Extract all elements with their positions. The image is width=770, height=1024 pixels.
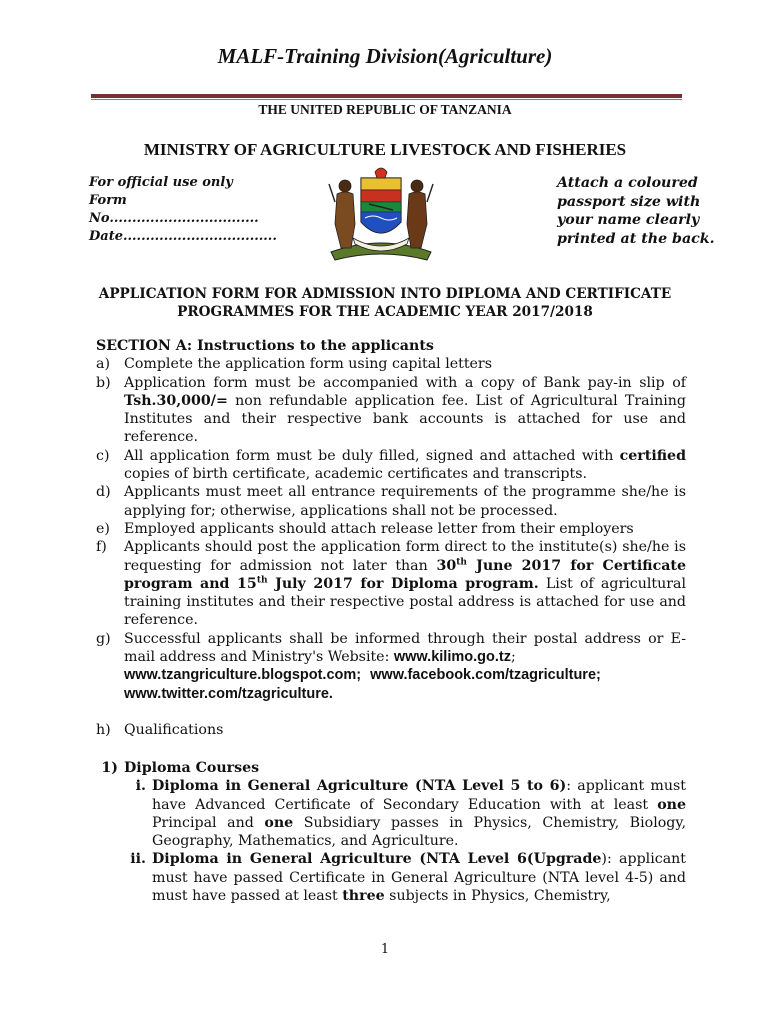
item-label: d) bbox=[96, 484, 111, 501]
deadline-text: July 2017 for Diploma program. bbox=[267, 575, 539, 592]
deadline-text: 30 bbox=[436, 557, 457, 574]
section-a-heading: SECTION A: Instructions to the applicants bbox=[96, 338, 434, 354]
item-text-part: subjects in Physics, Chemistry, bbox=[384, 888, 611, 905]
item-text-part: non refundable application fee. List of Agricultural Training Institutes and their respective bank accounts is attached for use and reference. bbox=[124, 392, 686, 446]
ministry-heading: MINISTRY OF AGRICULTURE LIVESTOCK AND FISHERIES bbox=[143, 140, 627, 159]
deadline-text: June 2017 for Certificate program and 15 bbox=[124, 557, 686, 592]
item-label: ii. bbox=[130, 851, 146, 868]
diploma-item-ii bbox=[96, 850, 686, 905]
header-rule-thin bbox=[91, 99, 682, 100]
item-label: b) bbox=[96, 374, 111, 391]
document-title: MALF-Training Division(Agriculture) bbox=[217, 44, 553, 68]
passport-note-line: your name clearly bbox=[557, 212, 700, 228]
item-label: 1) bbox=[101, 760, 118, 776]
item-text-part: Application form must be accompanied with a copy of Bank pay-in slip of bbox=[124, 374, 686, 391]
emphasis-text: one bbox=[657, 796, 686, 813]
item-text bbox=[124, 630, 686, 703]
item-label: h) bbox=[96, 722, 111, 738]
item-text-part: Applicants should post the application form direct to the institute(s) she/he is requesting for admission not later than bbox=[124, 539, 686, 574]
item-text-part: List of agricultural training institutes and their respective postal address is attached for use and reference. bbox=[124, 575, 686, 629]
diploma-item-i bbox=[96, 777, 686, 850]
instruction-item-c bbox=[96, 447, 686, 484]
form-label: Form bbox=[89, 193, 127, 208]
diploma-heading bbox=[96, 759, 686, 777]
item-text-part: : applicant must have Advanced Certificate of Secondary Education with at least bbox=[152, 778, 686, 813]
item-text-part: ): applicant must have passed Certificate in General Agriculture (NTA level 4-5) and must have passed at least bbox=[152, 851, 686, 905]
coat-of-arms-emblem-icon bbox=[323, 164, 439, 262]
course-name: Diploma in General Agriculture (NTA Level 6(Upgrade bbox=[152, 851, 602, 868]
republic-heading: THE UNITED REPUBLIC OF TANZANIA bbox=[258, 102, 512, 117]
form-title bbox=[0, 285, 770, 321]
ordinal-suffix: th bbox=[456, 556, 467, 567]
course-name: Diploma in General Agriculture (NTA Level 5 to 6) bbox=[152, 778, 567, 795]
header-rule bbox=[91, 94, 682, 98]
item-label: i. bbox=[135, 778, 146, 795]
separator-text: ; bbox=[510, 649, 516, 666]
instruction-item-b bbox=[96, 374, 686, 447]
emphasis-text: three bbox=[342, 888, 385, 905]
item-text: Complete the application form using capital letters bbox=[124, 356, 492, 373]
item-label: f) bbox=[96, 539, 107, 556]
twitter-link[interactable]: www.twitter.com/tzagriculture. bbox=[124, 685, 333, 702]
diploma-courses bbox=[96, 759, 686, 905]
official-use-label: For official use only bbox=[89, 175, 233, 190]
item-text-part: Subsidiary passes in Physics, Chemistry, Biology, Geography, Mathematics, and Agriculture. bbox=[152, 814, 686, 850]
passport-note-line: passport size with bbox=[557, 193, 701, 210]
emphasis-text: certified bbox=[619, 447, 686, 464]
item-text: Employed applicants should attach release letter from their employers bbox=[124, 520, 634, 537]
item-text: Applicants must meet all entrance requirements of the programme she/he is applying for; otherwise, applications shall not be processed. bbox=[124, 484, 686, 519]
item-label: e) bbox=[96, 520, 110, 537]
instruction-item-f bbox=[96, 538, 686, 629]
diploma-heading-text: Diploma Courses bbox=[124, 760, 260, 776]
page-number: 1 bbox=[380, 942, 390, 957]
item-text bbox=[124, 447, 686, 484]
date-field: Date.................................. bbox=[89, 229, 277, 244]
item-text-part: Successful applicants shall be informed through their postal address or E-mail address and Ministry's Website: bbox=[124, 630, 686, 666]
blog-link[interactable]: www.tzangriculture.blogspot.com; bbox=[124, 667, 362, 684]
item-text bbox=[124, 374, 686, 447]
item-label: c) bbox=[96, 447, 110, 464]
instruction-item-g bbox=[96, 630, 686, 703]
item-text bbox=[152, 777, 686, 850]
form-title-line: PROGRAMMES FOR THE ACADEMIC YEAR 2017/2018 bbox=[177, 304, 593, 320]
fee-amount: Tsh.30,000/= bbox=[124, 392, 228, 409]
ordinal-suffix: th bbox=[256, 575, 268, 586]
item-label: g) bbox=[96, 630, 111, 647]
item-text-part: Principal and bbox=[152, 814, 265, 831]
instruction-item-d bbox=[96, 483, 686, 520]
passport-photo-note bbox=[557, 174, 715, 248]
passport-note-line: printed at the back. bbox=[557, 230, 715, 247]
item-text bbox=[124, 538, 686, 629]
form-number-field: No................................. bbox=[89, 211, 259, 226]
instruction-item-a bbox=[96, 355, 686, 373]
item-text-part: copies of birth certificate, academic certificates and transcripts. bbox=[124, 466, 587, 483]
qualifications-heading bbox=[96, 721, 686, 739]
website-link[interactable]: www.kilimo.go.tz bbox=[393, 649, 511, 666]
item-text bbox=[152, 850, 686, 905]
form-title-line: APPLICATION FORM FOR ADMISSION INTO DIPLOMA AND CERTIFICATE bbox=[98, 286, 672, 302]
section-a-instructions bbox=[96, 337, 686, 703]
item-label: a) bbox=[96, 356, 110, 373]
emphasis-text: one bbox=[264, 814, 294, 831]
item-text-part: All application form must be duly filled, signed and attached with bbox=[124, 447, 620, 464]
official-use-block bbox=[89, 174, 277, 246]
instruction-item-e bbox=[96, 520, 686, 538]
item-text: Qualifications bbox=[124, 722, 224, 738]
passport-note-line: Attach a coloured bbox=[557, 175, 698, 191]
facebook-link[interactable]: www.facebook.com/tzagriculture; bbox=[370, 667, 601, 684]
